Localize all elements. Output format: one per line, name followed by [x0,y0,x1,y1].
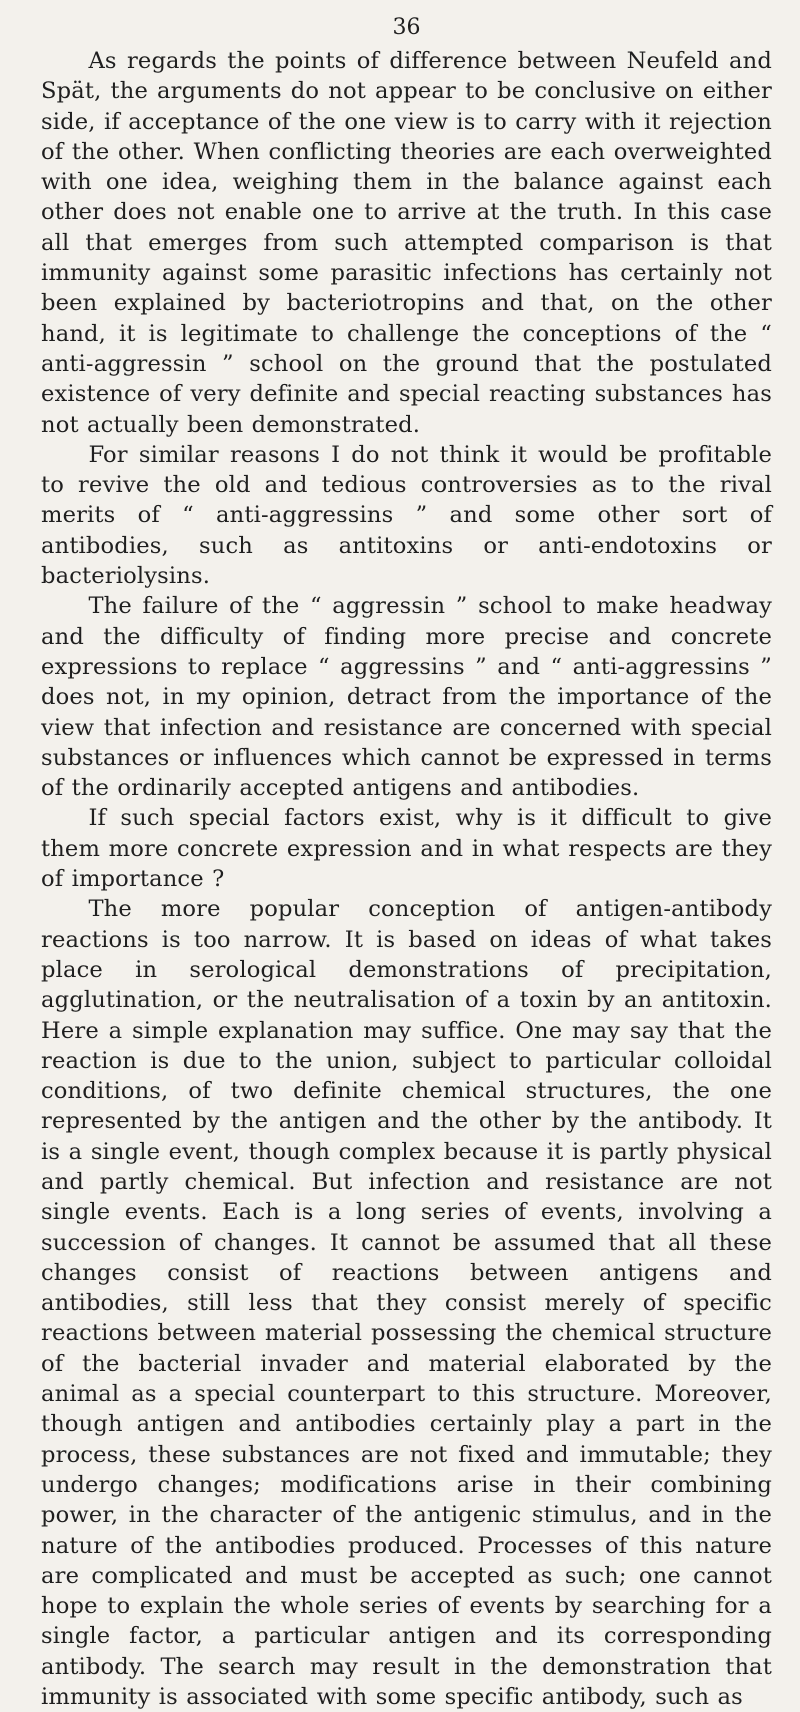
paragraph-1: As regards the points of difference between Neufeld and Spät, the arguments do not appear to be conclusive on either side, if acceptance of the one view is to carry with it rejection of the other. When conflicting theories are each overweighted with one idea, weighing them in the balance against each other does not enable one to arrive at the truth. In this case all that emerges from such attempted comparison is that immunity against some parasitic infections has certainly not been explained by bacteriotropins and that, on the other hand, it is legitimate to challenge the conceptions of the “ anti-aggressin ” school on the ground that the postulated existence of very definite and special reacting substances has not actually been demonstrated. [41,48,772,438]
paragraph-5: The more popular conception of antigen-antibody reactions is too narrow. It is based on ideas of what takes place in serological demonstrations of precipitation, agglutination, or the neutralisation of a toxin by an antitoxin. Here a simple explanation may suffice. One may say that the reaction is due to the union, subject to particular colloidal conditions, of two definite chemical structures, the one represented by the antigen and the other by the antibody. It is a single event, though complex because it is partly physical and partly chemical. But infection and resistance are not single events. Each is a long series of events, involving a succession of changes. It cannot be assumed that all these changes consist of reactions between antigens and antibodies, still less that they consist merely of specific reactions between material possessing the chemical structure of the bacterial invader and material elaborated by the animal as a special counterpart to this structure. Moreover, though antigen and antibodies certainly play a part in the process, these substances are not fixed and immutable; they undergo changes; modifications arise in their combining power, in the character of the antigenic stimulus, and in the nature of the antibodies produced. Processes of this nature are complicated and must be accepted as such; one cannot hope to explain the whole series of events by searching for a single factor, a particular antigen and its corresponding antibody. The search may result in the demonstration that immunity is associated with some specific antibody, such as [41,896,772,1711]
page-number: 36 [392,15,421,40]
paragraph-4: If such special factors exist, why is it difficult to give them more concrete expression and in what respects are they of importance ? [41,805,772,893]
paragraph-2: For similar reasons I do not think it would be profitable to revive the old and tedious controversies as to the rival merits of “ anti-aggressins ” and some other sort of antibodies, such as antitoxins or anti-endotoxins or bacteriolysins. [41,441,772,590]
paragraph-3: The failure of the “ aggressin ” school to make headway and the difficulty of finding more precise and concrete expressions to replace “ aggressins ” and “ anti-aggressins ” does not, in my opinion, detract from the importance of the view that infection and resistance are concerned with special substances or influences which cannot be expressed in terms of the ordinarily accepted antigens and antibodies. [41,593,772,802]
body-text [41,46,772,1712]
